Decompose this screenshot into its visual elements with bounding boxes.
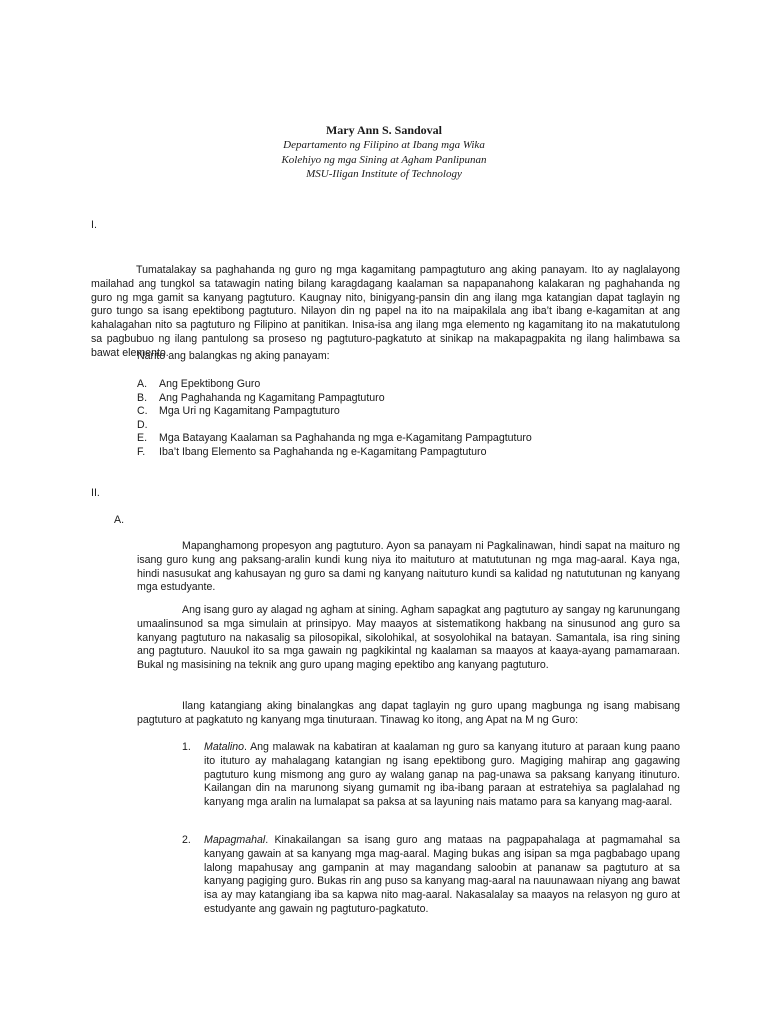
numbered-item-1 [182, 741, 680, 810]
item-term: Mapagmahal [204, 834, 266, 846]
list-item [137, 405, 532, 419]
list-item [137, 378, 532, 392]
paragraph-a3: Ilang katangiang aking binalangkas ang dapat taglayin ng guro upang magbunga ng isang mabisang pagtuturo at pagkatuto ng kanyang mga tinuturaan. Tinawag ko itong, ang Apat na M ng Guro: [137, 700, 680, 726]
list-item [137, 392, 532, 406]
list-letter: F. [137, 445, 146, 458]
list-text: Mga Uri ng Kagamitang Pampagtuturo [159, 405, 340, 418]
outline-list [137, 378, 532, 460]
item-number: 2. [182, 834, 191, 846]
author-name: Mary Ann S. Sandoval [325, 123, 443, 137]
list-text: Ang Paghahanda ng Kagamitang Pampagtuturo [159, 391, 385, 404]
institute: MSU-Iligan Institute of Technology [306, 168, 462, 180]
outline-intro: Narito ang balangkas ng aking panayam: [137, 350, 330, 362]
numbered-item-2 [182, 834, 680, 917]
list-letter: A. [137, 378, 148, 390]
list-text: Mga Batayang Kaalaman sa Paghahanda ng mga e-Kagamitang Pampagtuturo [159, 432, 532, 445]
list-text: Ang Epektibong Guro [159, 378, 261, 390]
list-item [137, 446, 532, 460]
list-letter: B. [137, 391, 148, 404]
item-text [204, 741, 680, 810]
section-numeral-2: II. [91, 487, 100, 499]
intro-paragraph: Tumatalakay sa paghahanda ng guro ng mga kagamitang pampagtuturo ang aking panayam. Ito ay naglalayong mailahad ang tungkol sa tatawagin nating bilang karagdagang kaalaman sa napapanahong kalakaran ng paghahanda ng guro ng mga gamit sa kanyang pagtuturo. Kaugnay nito, binigyang-pansin din ang ilang mga katangian dapat taglayin ng guro tungo sa isang epektibong pagtuturo. Nilayon din ng papel na ito na maipakilala ang iba’t ibang e-kagamitan at ang kahalagahan nito sa pagtuturo ng Filipino at panitikan. Inisa-isa ang ilang mga elemento ng kagamitang ito na makatutulong sa pagbubuo ng ilang pantulong sa proseso ng pagtuturo-pagkatuto at sinikap na makapagpakita ng ilang halimbawa sa bawat elemento. [91, 264, 680, 359]
department: Departamento ng Filipino at Ibang mga Wika [283, 139, 485, 151]
item-text [204, 834, 680, 917]
list-item [137, 419, 532, 433]
item-term: Matalino [204, 741, 245, 753]
list-text: Iba’t Ibang Elemento sa Paghahanda ng e-Kagamitang Pampagtuturo [159, 445, 487, 458]
list-letter: C. [137, 405, 148, 418]
item-number: 1. [182, 741, 191, 753]
item-body: . Ang malawak na kabatiran at kaalaman ng guro sa kanyang ituturo at paraan kung paano ito ituturo ay mahalagang katangian ng isang epektibong guro. Magiging mahirap ang gagawing pagtuturo kung mismong ang guro ay walang ganap na pag-unawa sa paksang kanyang itinuturo. Kailangan din na marunong siyang gumamit ng iba-ibang paraan at estratehiya sa paglalahad ng kanyang mga aralin na lumalapat sa paksa at sa layuning nais matamo para sa kanyang mag-aaral. [204, 741, 680, 809]
subsection-letter: A. [114, 514, 125, 526]
section-numeral-1: I. [91, 219, 97, 231]
list-letter: D. [137, 418, 148, 431]
paragraph-a2: Ang isang guro ay alagad ng agham at sining. Agham sapagkat ang pagtuturo ay sangay ng karunungang umaalinsunod sa mga simulain at prinsipyo. May maayos at sistematikong hakbang na sinusunod ang guro sa kanyang pagtuturo na nakasalig sa pilosopikal, sikolohikal, at sosyolohikal na batayan. Samantala, isa ring sining ang pagtuturo. Nauukol ito sa mga gawain ng pagkikintal ng kaalaman sa maayos at kaaya-ayang pamamaraan. Bukal ng masisining na teknik ang guro upang maging epektibo ang kanyang pagtuturo. [137, 604, 680, 672]
college: Kolehiyo ng mga Sining at Agham Panlipunan [281, 153, 487, 166]
paragraph-a1: Mapanghamong propesyon ang pagtuturo. Ayon sa panayam ni Pagkalinawan, hindi sapat na maituro ng isang guro kung ang paksang-aralin kundi kung niya ito maituturo at matututunan ng mga mag-aaral. Kaya nga, hindi nasusukat ang kahusayan ng guro sa dami ng kanyang naituturo kundi sa kalidad ng natututunan ng kanyang mga estudyante. [137, 540, 680, 594]
item-body: . Kinakailangan sa isang guro ang mataas na pagpapahalaga at pagmamahal sa kanyang gawain at sa kanyang mga mag-aaral. Maging bukas ang isipan sa mga pagbabago upang lalong mapahusay ang gampanin at may magandang saloobin at pananaw sa pagtuturo at sa kanyang pagiging guro. Bukas rin ang puso sa kanyang mag-aaral na nauunawaan niyang ang bawat isa ay may katangiang iba sa kapwa nito mag-aaral. Nakasalalay sa maayos na relasyon ng guro at estudyante ang gawain ng pagtuturo-pagkatuto. [204, 834, 680, 915]
document-header [0, 123, 768, 182]
list-letter: E. [137, 432, 148, 445]
list-item [137, 432, 532, 446]
